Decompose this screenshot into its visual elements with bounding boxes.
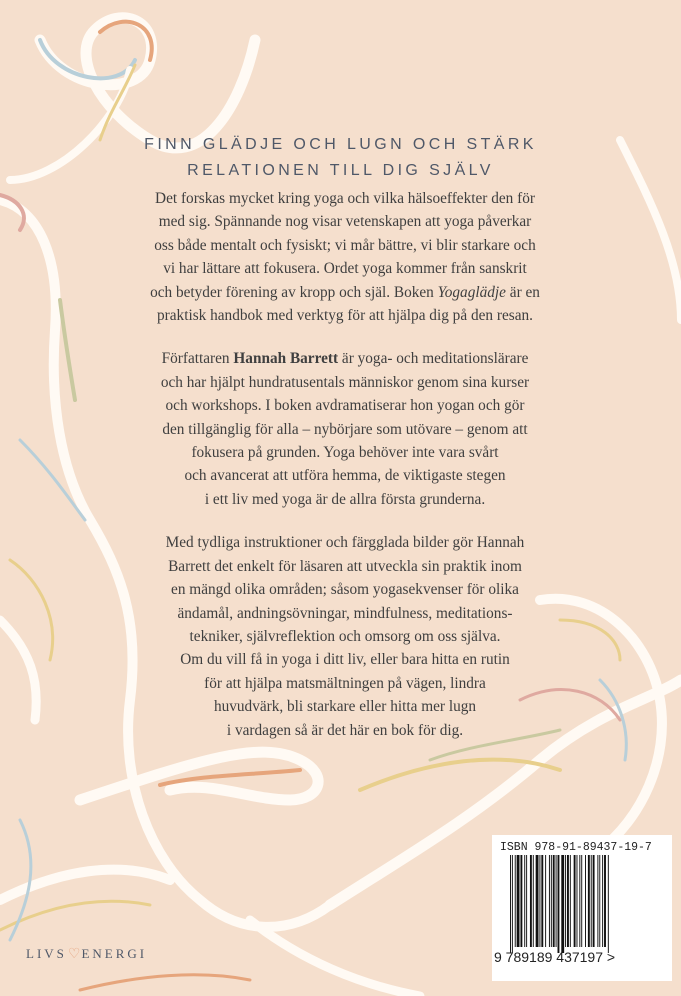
- text-line: och workshops. I boken avdramatiserar hon yogan och gör: [165, 397, 525, 415]
- barcode-bar: [530, 855, 532, 947]
- barcode-bar: [512, 855, 513, 953]
- barcode-bar: [570, 855, 571, 947]
- text-line: [150, 347, 540, 370]
- headline-line-1: FINN GLÄDJE OCH LUGN OCH STÄRK: [144, 136, 537, 153]
- text-line: och har hjälpt hundratusentals människor genom sina kurser: [160, 373, 530, 391]
- text-line: huvudvärk, bli starkare eller hitta mer lugn: [213, 698, 477, 716]
- barcode-bar: [593, 855, 595, 947]
- text-line: [150, 281, 540, 304]
- barcode-bar: [577, 855, 578, 947]
- text-line: ändamål, andningsövningar, mindfulness, meditations-: [177, 604, 513, 622]
- barcode-bar: [591, 855, 592, 947]
- barcode-panel: [492, 835, 672, 981]
- barcode-bar: [524, 855, 525, 947]
- paragraph-intro: [150, 187, 540, 327]
- barcode-bar: [599, 855, 600, 947]
- text-line: Barrett det enkelt för läsaren att utveckla sin praktik inom: [168, 557, 522, 575]
- author-name: Hannah Barrett: [233, 350, 339, 368]
- text-line: den tillgänglig för alla – nybörjare som utövare – genom att: [162, 420, 528, 438]
- book-title: Yogaglädje: [437, 283, 506, 301]
- barcode-bar: [549, 855, 550, 947]
- paragraph-summary: [150, 531, 540, 742]
- text-line: Det forskas mycket kring yoga och vilka hälsoeffekter den för: [155, 190, 535, 207]
- text-line: i ett liv med yoga är de allra första grunderna.: [204, 490, 486, 508]
- barcode-bar: [561, 855, 564, 953]
- barcode-bar: [551, 855, 552, 947]
- barcode-bar: [565, 855, 566, 947]
- barcode-bar: [539, 855, 540, 947]
- description-text: [150, 187, 540, 762]
- text-line: vi har lättare att fokusera. Ordet yoga kommer från sanskrit: [163, 260, 527, 278]
- barcode-bar: [588, 855, 590, 947]
- barcode-bar: [526, 855, 527, 947]
- barcode-bar: [510, 855, 511, 953]
- text-line: tekniker, självreflektion och omsorg om oss själva.: [189, 627, 501, 645]
- ean-digits: 9 789189 437197 >: [494, 949, 616, 965]
- barcode-bar: [608, 855, 609, 953]
- isbn-label: ISBN 978-91-89437-19-7: [500, 841, 652, 854]
- publisher-name-part1: LIVS: [26, 946, 67, 961]
- barcode-bar: [520, 855, 522, 947]
- barcode-bar: [556, 855, 557, 947]
- text-line: en mängd olika områden; såsom yogasekvenser för olika: [171, 581, 519, 599]
- barcode-bar: [541, 855, 543, 947]
- headline: [0, 132, 681, 184]
- paragraph-author: [150, 347, 540, 511]
- text-line: oss både mentalt och fysiskt; vi mår bättre, vi blir starkare och: [154, 236, 536, 254]
- text-line: i vardagen så är det här en bok för dig.: [226, 721, 464, 739]
- barcode-bar: [545, 855, 546, 947]
- barcode-bars: [510, 855, 640, 963]
- barcode-bar: [533, 855, 534, 947]
- text-fragment: Författaren: [161, 350, 234, 368]
- barcode-bar: [536, 855, 539, 947]
- barcode-bar: [515, 855, 516, 947]
- text-fragment: är yoga- och meditationslärare: [338, 350, 529, 368]
- publisher-name-part2: ENERGI: [81, 946, 148, 961]
- text-line: fokusera på grunden. Yoga behöver inte vara svårt: [191, 444, 499, 462]
- barcode-bar: [558, 855, 560, 953]
- barcode-bar: [574, 855, 576, 947]
- text-fragment: är en: [505, 283, 540, 301]
- heart-icon: ♡: [67, 947, 81, 962]
- barcode-bar: [597, 855, 598, 947]
- barcode-bar: [602, 855, 603, 947]
- text-fragment: och betyder förening av kropp och själ. Boken: [150, 283, 438, 301]
- headline-line-2: RELATIONEN TILL DIG SJÄLV: [187, 162, 494, 179]
- barcode-bar: [585, 855, 586, 947]
- barcode-bar: [517, 855, 520, 947]
- barcode-bar: [604, 855, 606, 947]
- barcode-bar: [579, 855, 580, 947]
- text-line: Med tydliga instruktioner och färgglada bilder gör Hannah: [165, 534, 525, 552]
- publisher-logo: [26, 946, 147, 963]
- text-line: och avancerat att utföra hemma, de viktigaste stegen: [184, 467, 506, 485]
- barcode-bar: [553, 855, 555, 947]
- text-line: praktisk handbok med verktyg för att hjälpa dig på den resan.: [157, 307, 533, 325]
- text-line: för att hjälpa matsmältningen på vägen, lindra: [204, 674, 486, 692]
- text-line: Om du vill få in yoga i ditt liv, eller bara hitta en rutin: [180, 651, 510, 669]
- text-line: med sig. Spännande nog visar vetenskapen att yoga påverkar: [158, 213, 532, 231]
- barcode-bar: [581, 855, 582, 947]
- barcode-bar: [567, 855, 569, 947]
